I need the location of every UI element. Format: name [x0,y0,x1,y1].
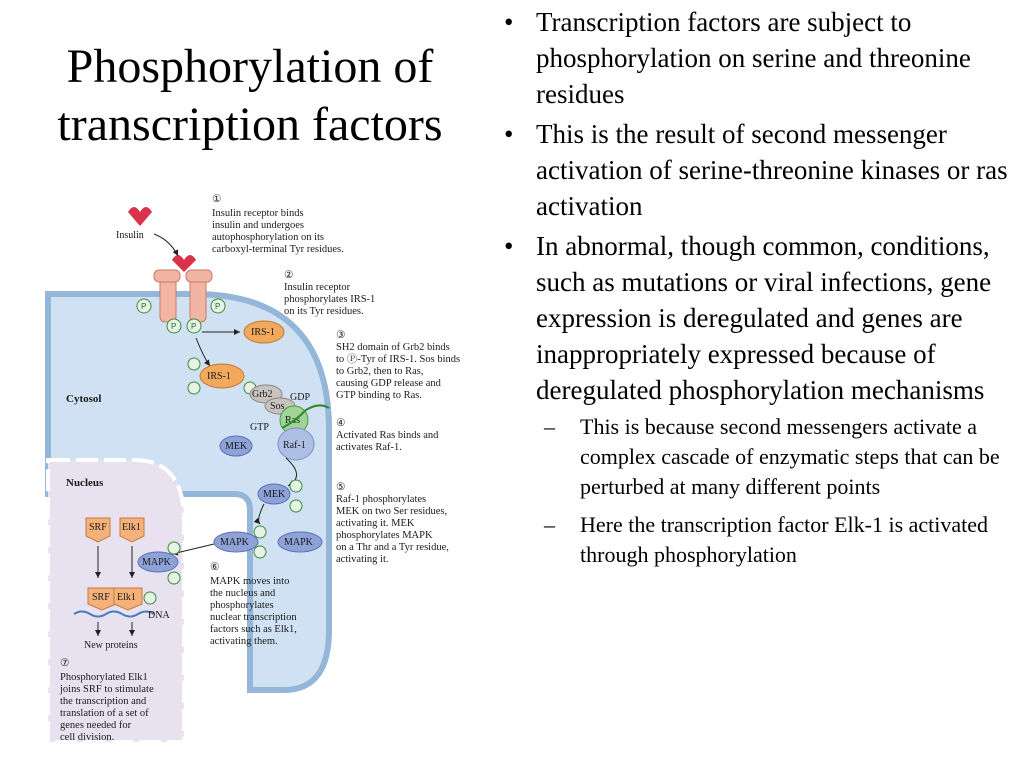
svg-text:on its Tyr residues.: on its Tyr residues. [284,306,364,317]
svg-text:phosphorylates IRS-1: phosphorylates IRS-1 [284,294,376,305]
svg-text:activating it.: activating it. [336,554,389,565]
svg-text:Insulin receptor binds: Insulin receptor binds [212,208,304,219]
svg-text:Sos: Sos [270,401,285,412]
svg-text:MEK on two Ser residues,: MEK on two Ser residues, [336,506,448,517]
svg-text:activating it. MEK: activating it. MEK [336,518,415,529]
svg-text:DNA: DNA [148,610,170,621]
svg-text:Raf-1 phosphorylates: Raf-1 phosphorylates [336,494,427,505]
svg-text:IRS-1: IRS-1 [251,327,275,338]
step-2 [284,269,375,317]
svg-text:③: ③ [336,330,346,341]
bullet-list [496,4,1018,578]
svg-text:MEK: MEK [263,489,286,500]
step-3 [336,329,460,401]
bullet-item [496,228,1018,570]
svg-text:autophosphorylation on its: autophosphorylation on its [212,232,324,243]
insulin-molecule [128,207,152,226]
bullet-text: In abnormal, though common, conditions, such as mutations or viral infections, gene expression is deregulated and genes are inappropriately expressed because of deregulated phosphorylation mechanisms [536,231,992,405]
svg-text:GTP binding to Ras.: GTP binding to Ras. [336,390,422,401]
bullet-item: • This is the result of second messenger activation of serine-threonine kinases or ras activation [496,116,1018,224]
svg-text:nuclear transcription: nuclear transcription [210,612,297,623]
slide-title: Phosphorylation of transcription factors [57,40,443,151]
svg-text:MAPK: MAPK [284,537,313,548]
svg-text:IRS-1: IRS-1 [207,371,231,382]
svg-text:P: P [191,322,197,331]
svg-text:⑥: ⑥ [210,562,220,573]
svg-text:Ras: Ras [285,415,300,426]
svg-text:the nucleus and: the nucleus and [210,588,276,599]
bullet-item: • Transcription factors are subject to phosphorylation on serine and threonine residues [496,4,1018,112]
svg-text:the transcription and: the transcription and [60,696,147,707]
svg-text:to Grb2, then to Ras,: to Grb2, then to Ras, [336,366,424,377]
svg-text:causing GDP release and: causing GDP release and [336,378,441,389]
svg-text:Phosphorylated Elk1: Phosphorylated Elk1 [60,672,148,683]
insulin-label: Insulin [116,230,144,241]
svg-text:GTP: GTP [250,422,269,433]
svg-text:phosphorylates MAPK: phosphorylates MAPK [336,530,433,541]
svg-text:SRF: SRF [89,522,107,533]
svg-text:P: P [171,322,177,331]
svg-text:⑤: ⑤ [336,482,346,493]
svg-text:⑦: ⑦ [60,658,70,669]
svg-text:MAPK: MAPK [220,537,249,548]
sub-bullet-item: – Here the transcription factor Elk-1 is activated through phosphorylation [536,510,1018,570]
insulin-signaling-diagram [44,190,500,748]
step-5 [336,481,449,565]
svg-text:②: ② [284,270,294,281]
svg-text:Raf-1: Raf-1 [283,440,306,451]
svg-text:SH2 domain of Grb2 binds: SH2 domain of Grb2 binds [336,342,450,353]
svg-text:Insulin receptor: Insulin receptor [284,282,351,293]
svg-text:activates Raf-1.: activates Raf-1. [336,442,402,453]
svg-text:genes needed for: genes needed for [60,720,132,731]
svg-text:P: P [141,302,147,311]
svg-text:GDP: GDP [290,392,311,403]
svg-text:factors such as Elk1,: factors such as Elk1, [210,624,297,635]
svg-text:Grb2: Grb2 [252,389,273,400]
svg-text:insulin and undergoes: insulin and undergoes [212,220,304,231]
svg-text:MAPK: MAPK [142,557,171,568]
svg-text:translation of a set of: translation of a set of [60,708,149,719]
svg-text:Elk1: Elk1 [122,522,141,533]
svg-text:New proteins: New proteins [84,640,138,651]
step-1 [212,193,344,255]
svg-text:SRF: SRF [92,592,110,603]
svg-text:P: P [215,302,221,311]
svg-text:MAPK moves into: MAPK moves into [210,576,290,587]
sub-bullet-list [536,412,1018,570]
svg-text:Activated Ras binds and: Activated Ras binds and [336,430,439,441]
cytosol-label: Cytosol [66,393,102,405]
sub-bullet-item: – This is because second messengers activate a complex cascade of enzymatic steps that can be perturbed at many different points [536,412,1018,502]
svg-text:phosphorylates: phosphorylates [210,600,274,611]
nucleus-label: Nucleus [66,477,104,489]
svg-text:MEK: MEK [225,441,248,452]
svg-text:④: ④ [336,418,346,429]
svg-text:Elk1: Elk1 [117,592,136,603]
svg-text:carboxyl-terminal Tyr residues: carboxyl-terminal Tyr residues. [212,244,344,255]
svg-text:joins SRF to stimulate: joins SRF to stimulate [60,684,154,695]
step-4 [336,417,439,453]
svg-text:cell division.: cell division. [60,732,115,743]
svg-text:on a Thr and a Tyr residue,: on a Thr and a Tyr residue, [336,542,449,553]
svg-text:to Ⓟ-Tyr of IRS-1. Sos binds: to Ⓟ-Tyr of IRS-1. Sos binds [336,354,461,365]
svg-text:activating them.: activating them. [210,636,278,647]
svg-text:①: ① [212,194,222,205]
